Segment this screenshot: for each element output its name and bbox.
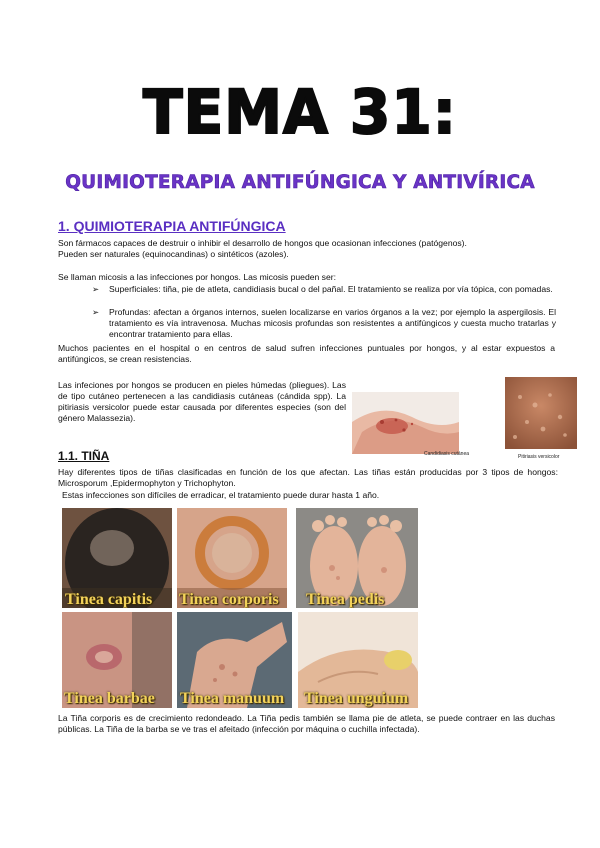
tinea-label: Tinea pedis bbox=[306, 591, 385, 608]
list-item-superficiales bbox=[92, 284, 556, 295]
hospital-paragraph: Muchos pacientes en el hospital o en centros de salud sufren infecciones puntuales por hongos, y al estar expuestos a antifúngicos, se crean resistencias. bbox=[58, 343, 555, 364]
tinea-manuum-photo bbox=[177, 612, 292, 708]
pitiriasis-photo bbox=[505, 377, 577, 449]
tina-closing-paragraph: La Tiña corporis es de crecimiento redondeado. La Tiña pedis también se llama pie de atleta, se puede contraer en las duchas públicas. La Tiña de la barba se ve tras el afeitado (infección por máquina o cuchilla infectada). bbox=[58, 713, 555, 734]
skin-paragraph: Las infeciones por hongos se producen en pieles húmedas (pliegues). Las de tipo cutáneo pertenecen a las candidiasis cutáneas (cándida spp). La pitiriasis versicolor puede estar causada por diferentes especies (son del género Malassezia). bbox=[58, 380, 346, 423]
intro-line-1: Son fármacos capaces de destruir o inhibir el desarrollo de hongos que ocasionan infecciones (patógenos). bbox=[58, 238, 467, 248]
arrow-bullet-icon: ➢ bbox=[92, 307, 100, 317]
tinea-pedis-photo bbox=[296, 508, 418, 608]
bullet-text: Superficiales: tiña, pie de atleta, candidiasis bucal o del pañal. El tratamiento se realiza por vía tópica, con pomadas. bbox=[109, 284, 553, 294]
page-subtitle: QUIMIOTERAPIA ANTIFÚNGICA Y ANTIVÍRICA bbox=[65, 172, 535, 193]
section-heading-antifungal: 1. QUIMIOTERAPIA ANTIFÚNGICA bbox=[58, 218, 286, 234]
candidiasis-caption: Candidiasis cutánea bbox=[424, 451, 470, 457]
tinea-unguium-photo bbox=[298, 612, 418, 708]
bullet-text: Profundas: afectan a órganos internos, suelen localizarse en varios órganos a la vez; por ejemplo la aspergilosis. El tratamiento es vía intravenosa. Muchas micosis profundas son resistentes a antifúngicos y cuesta mucho tratarlas y encontrar tratamiento para ellas. bbox=[109, 307, 556, 339]
intro-line-2: Pueden ser naturales (equinocandinas) o sintéticos (azoles). bbox=[58, 249, 289, 259]
section-heading-tina: 1.1. TIÑA bbox=[58, 449, 110, 463]
candidiasis-photo bbox=[352, 392, 459, 454]
tinea-label: Tinea manuum bbox=[180, 690, 285, 707]
page-title: TEMA 31: bbox=[143, 76, 457, 148]
micosis-intro: Se llaman micosis a las infecciones por hongos. Las micosis pueden ser: bbox=[58, 272, 337, 282]
tina-treatment: Estas infecciones son difíciles de erradicar, el tratamiento puede durar hasta 1 año. bbox=[62, 490, 380, 500]
tinea-capitis-photo bbox=[62, 508, 172, 608]
tinea-label: Tinea barbae bbox=[64, 690, 155, 707]
tinea-label: Tinea capitis bbox=[65, 591, 153, 608]
tinea-label: Tinea corporis bbox=[179, 591, 279, 608]
list-item-profundas bbox=[92, 307, 556, 340]
tinea-corporis-photo bbox=[177, 508, 287, 608]
tina-intro: Hay diferentes tipos de tiñas clasificadas en función de los que afectan. Las tiñas están producidas por 3 tipos de hongos: Microsporum ,Epidermophyton y Trichophyton. bbox=[58, 467, 558, 488]
tinea-barbae-photo bbox=[62, 612, 172, 708]
pitiriasis-caption: Pitiriasis versicolor bbox=[518, 454, 560, 460]
tinea-label: Tinea unguium bbox=[304, 690, 409, 707]
arrow-bullet-icon: ➢ bbox=[92, 284, 100, 294]
